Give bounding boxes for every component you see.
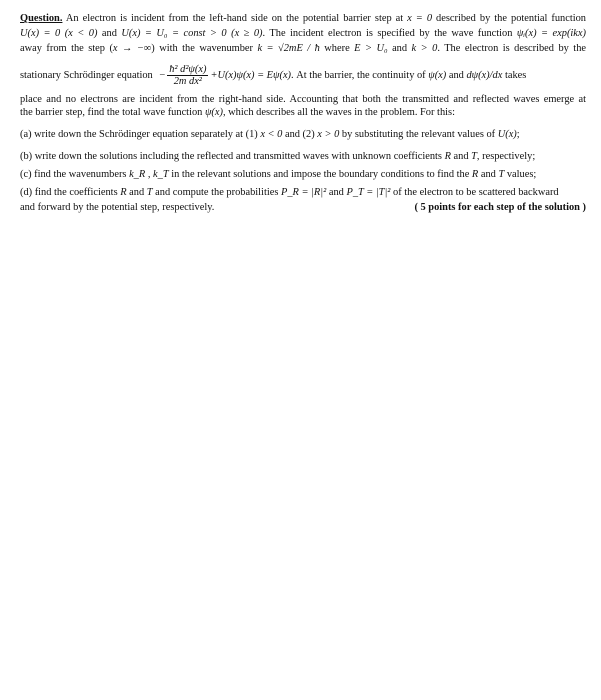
math: x < 0	[260, 129, 283, 140]
text: and forward by the potential step, respectively.	[20, 202, 215, 213]
text: the barrier step, find the total wave function	[20, 107, 205, 118]
text: and	[478, 169, 499, 180]
text: in the relevant solutions and impose the boundary conditions to find the	[168, 169, 472, 180]
text: of the electron to be scattered backward	[390, 187, 559, 198]
text: and (2)	[282, 129, 318, 140]
text: place and no electrons are incident from the right-hand side. Accounting that both the transmitted and reflected waves emerge at	[20, 94, 586, 105]
points-note: ( 5 points for each step of the solution )	[414, 202, 586, 213]
math-x0: x = 0	[407, 13, 433, 24]
text: (d) find the coefficients	[20, 187, 121, 198]
math-psi: ψ(x)	[204, 107, 223, 118]
text: . The electron is described by the	[437, 43, 586, 54]
text: and	[387, 43, 412, 54]
math: P_R = |R|²	[280, 187, 327, 198]
math-wavenumber: k = √2mE / ħ	[257, 43, 320, 54]
text: and compute the probabilities	[152, 187, 281, 198]
text: ;	[516, 129, 520, 140]
text: described by the potential function	[432, 13, 586, 24]
math-equation-rest: +U(x)ψ(x) = Eψ(x)	[210, 69, 292, 81]
math: U(x)	[497, 129, 517, 140]
text: away from the step (	[20, 43, 113, 54]
math-condition-k: k > 0	[411, 43, 438, 54]
text: and	[126, 187, 147, 198]
part-b	[20, 150, 586, 164]
question-line-4: stationary Schrödinger equation − $\frac{\text{ħ² d²ψ(x)}}{\text{2m dx²}}$ +U(x)ψ(x) = Eψ(x). At the barrier, the continuity of ψ(x) and dψ(x)/dx takes	[20, 64, 527, 87]
text: An electron is incident from the left-hand side on the potential barrier step at	[62, 13, 408, 24]
math: k_R , k_T	[129, 169, 169, 180]
fraction-numerator: ħ² d²ψ(x)	[169, 64, 207, 75]
math-limit: x → −∞	[112, 43, 152, 54]
math-domain: (x < 0)	[64, 28, 98, 39]
text: and	[97, 28, 122, 39]
text: (a) write down the Schrödinger equation separately at (1)	[20, 129, 261, 140]
question-line-2	[20, 27, 586, 41]
math: T	[498, 169, 505, 180]
math-fraction-kinetic	[167, 64, 208, 87]
math: P_T = |T|²	[346, 187, 391, 198]
part-a	[20, 128, 586, 142]
part-d-continued	[20, 201, 586, 215]
text: . At the barrier, the continuity of	[291, 69, 429, 81]
math-potential-zero: U(x) = 0	[20, 28, 61, 39]
question-line-1	[20, 12, 586, 26]
text: , respectively;	[476, 151, 536, 162]
text: values;	[504, 169, 537, 180]
math: R	[471, 169, 479, 180]
text: (b) write down the solutions including the reflected and transmitted waves with unknown coefficients	[20, 151, 445, 162]
math-condition-energy: E > U₀	[354, 43, 388, 54]
text: stationary Schrödinger equation	[20, 69, 153, 81]
question-label: Question.	[20, 13, 63, 24]
math: T	[146, 187, 153, 198]
text: . The incident electron is specified by the wave function	[262, 28, 517, 39]
fraction-denominator: 2m dx²	[173, 76, 202, 87]
math-incident-wave: ψᵢ(x) = exp(ikx)	[516, 28, 586, 39]
text: ) with the wavenumber	[151, 43, 258, 54]
question-line-3	[20, 42, 586, 56]
text: and	[446, 69, 467, 81]
math: R	[444, 151, 451, 162]
math-potential-step: U(x) = U₀ = const > 0	[121, 28, 227, 39]
text: (c) find the wavenumbers	[20, 169, 130, 180]
math: T	[471, 151, 477, 162]
text: , which describes all the waves in the problem. For this:	[222, 107, 455, 118]
text: and	[450, 151, 472, 162]
text: where	[319, 43, 355, 54]
math-domain: (x ≥ 0)	[231, 28, 263, 39]
part-d	[20, 186, 586, 200]
math: R	[120, 187, 127, 198]
math-psi: ψ(x)	[428, 69, 447, 81]
question-line-5	[20, 93, 586, 107]
text: takes	[502, 69, 527, 81]
part-c	[20, 168, 586, 182]
math-dpsi: dψ(x)/dx	[466, 69, 503, 81]
text: by substituting the relevant values of	[339, 129, 498, 140]
math: x > 0	[317, 129, 340, 140]
question-line-6	[20, 106, 586, 120]
text: and	[326, 187, 347, 198]
